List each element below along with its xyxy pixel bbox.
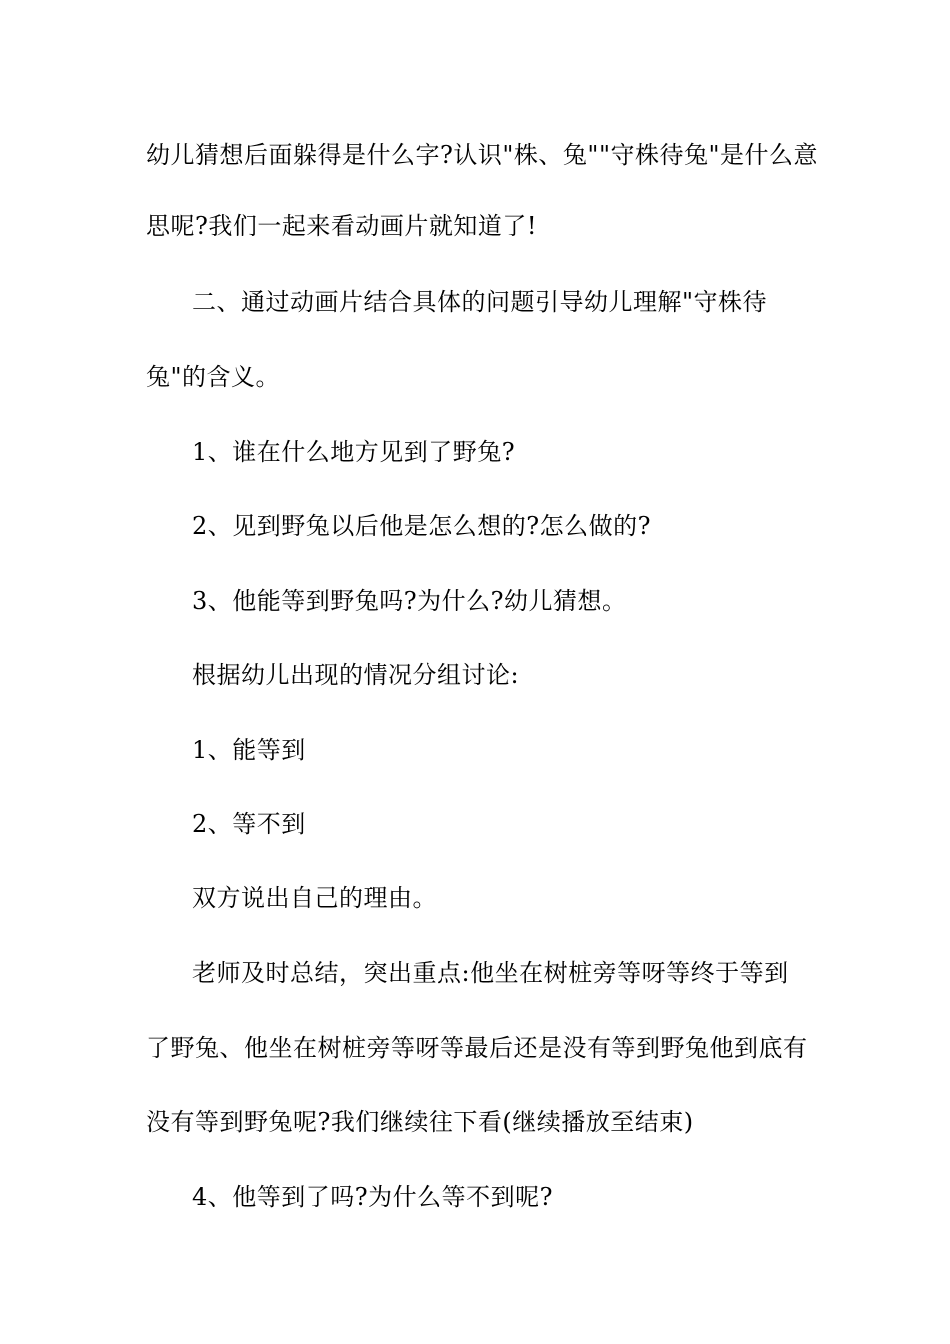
list-item: 2、等不到 — [192, 810, 306, 838]
section-heading-line: 二、通过动画片结合具体的问题引导幼儿理解"守株待 — [192, 288, 768, 316]
paragraph-line: 幼儿猜想后面躲得是什么字?认识"株、兔""守株待兔"是什么意 — [146, 141, 819, 169]
paragraph-line: 根据幼儿出现的情况分组讨论: — [192, 661, 520, 689]
question-item: 1、谁在什么地方见到了野兔? — [192, 438, 516, 466]
question-item: 4、他等到了吗?为什么等不到呢? — [192, 1183, 554, 1211]
paragraph-line: 思呢?我们一起来看动画片就知道了! — [146, 212, 538, 240]
paragraph-line: 了野兔、他坐在树桩旁等呀等最后还是没有等到野兔他到底有 — [146, 1034, 808, 1062]
section-heading-line: 兔"的含义。 — [146, 363, 281, 391]
question-item: 3、他能等到野兔吗?为什么?幼儿猜想。 — [192, 587, 627, 615]
paragraph-line: 双方说出自己的理由。 — [192, 884, 437, 912]
paragraph-line: 老师及时总结，突出重点:他坐在树桩旁等呀等终于等到 — [192, 959, 789, 987]
paragraph-line: 没有等到野兔呢?我们继续往下看(继续播放至结束) — [146, 1108, 694, 1136]
question-item: 2、见到野兔以后他是怎么想的?怎么做的? — [192, 512, 652, 540]
list-item: 1、能等到 — [192, 736, 306, 764]
